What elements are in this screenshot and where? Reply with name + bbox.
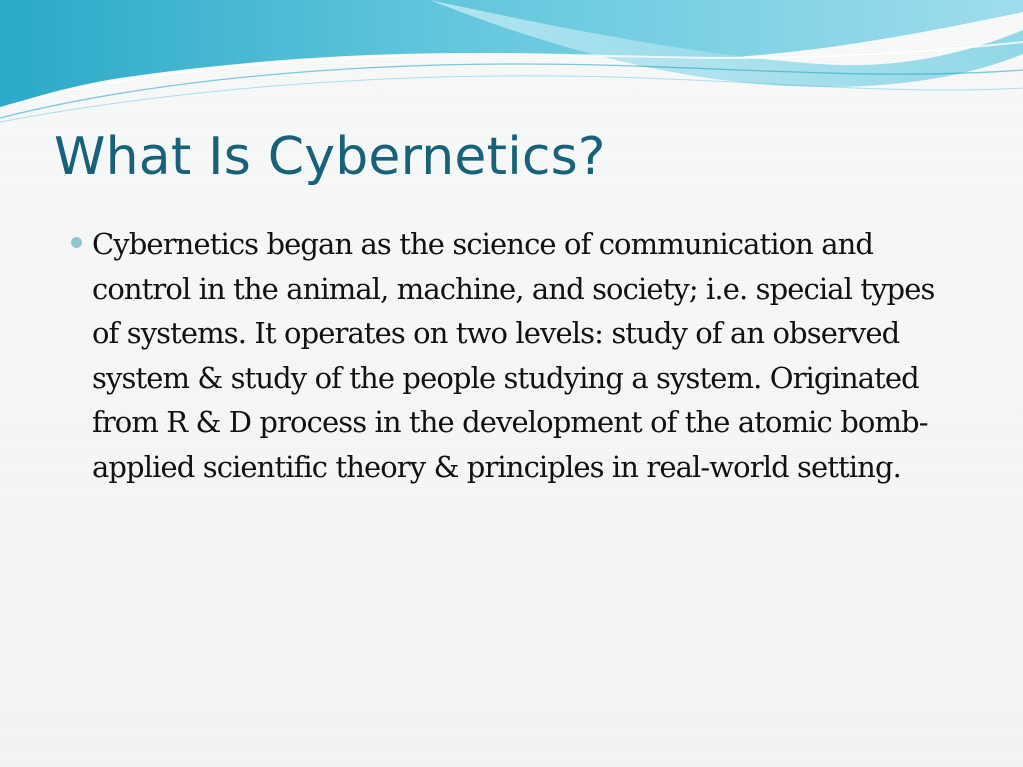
slide-body	[62, 222, 962, 489]
slide-title: What Is Cybernetics?	[54, 127, 606, 187]
bullet-text: Cybernetics began as the science of communication and control in the animal, machine, and society; i.e. special types of systems. It operates on two levels: study of an observed system & study of the people studying a system. Originated from R & D process in the development of the atomic bomb- applied scientific theory & principles in real-world setting.	[92, 227, 935, 484]
bullet-item	[62, 222, 962, 489]
header-wave-decoration	[0, 0, 1023, 130]
bullet-dot-icon	[71, 237, 82, 248]
